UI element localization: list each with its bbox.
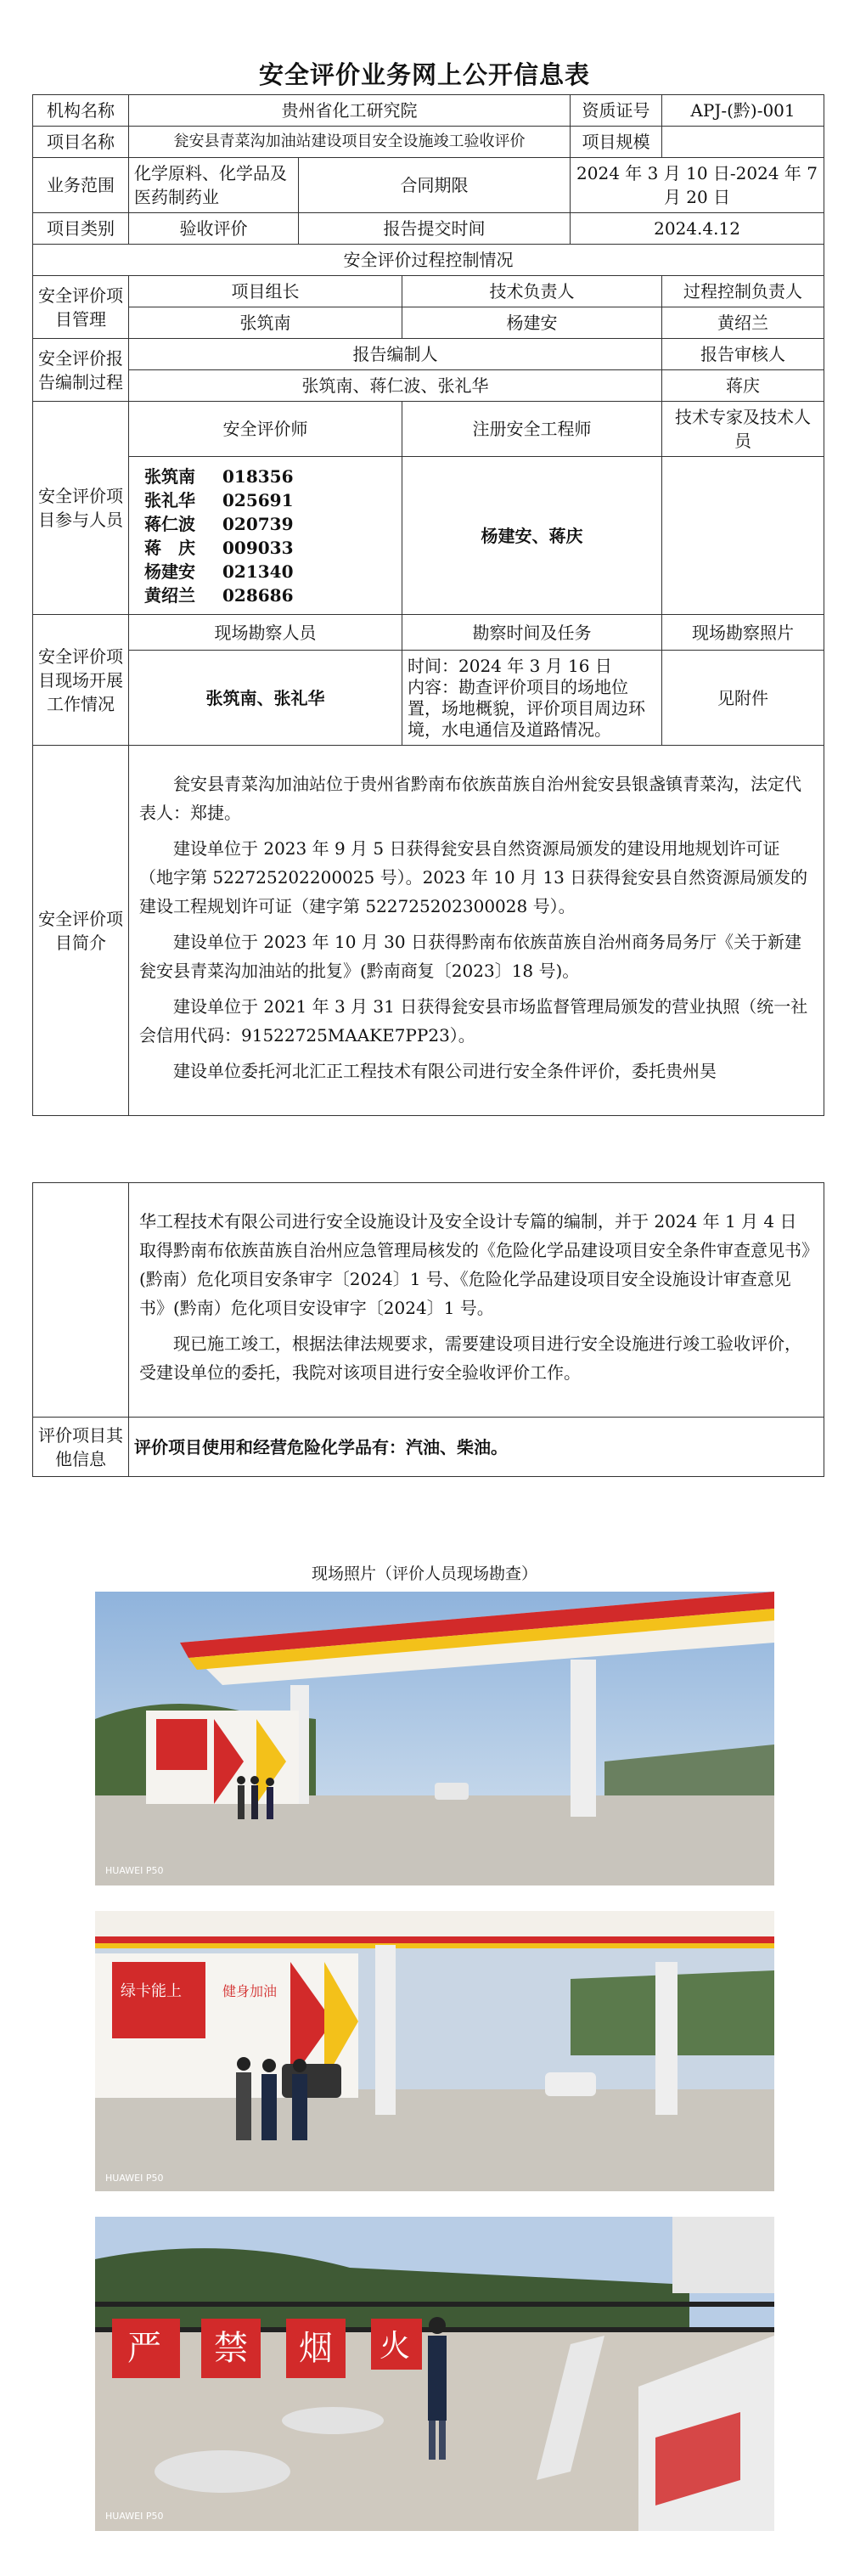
report-label: 安全评价报告编制过程	[33, 339, 129, 402]
org-label: 机构名称	[33, 95, 129, 127]
site-time: 时间：2024 年 3 月 16 日	[408, 655, 612, 676]
scope-label: 业务范围	[33, 158, 129, 213]
management-h1: 项目组长	[129, 276, 402, 307]
site-photos: 见附件	[662, 651, 824, 746]
prohibit-sign-char: 严	[127, 2329, 161, 2368]
evaluator-row: 蒋仁波 020739	[144, 513, 294, 534]
intro-paragraph: 建设单位于 2023 年 9 月 5 日获得瓮安县自然资源局颁发的建设用地规划许可证（地字第 522725202200025 号）。2023 年 10 月 13 日获得瓮安县自然资源局颁发的建设工程规划许可证（建字第 522725202300028 号）。	[139, 837, 808, 916]
site-h3: 现场勘察照片	[662, 615, 824, 651]
site-photo-2	[95, 1911, 774, 2191]
project-label: 项目名称	[33, 127, 129, 158]
station-sign-text-2: 健身加油	[222, 1983, 278, 1999]
site-photo-1	[95, 1592, 774, 1885]
experts	[662, 457, 824, 615]
site-h1: 现场勘察人员	[129, 615, 402, 651]
intro-paragraph: 建设单位于 2021 年 3 月 31 日获得瓮安县市场监督管理局颁发的营业执照（统一社会信用代码：91522725MAAKE7PP23）。	[139, 995, 808, 1046]
info-table	[32, 94, 824, 1116]
prohibit-sign-char: 禁	[214, 2329, 248, 2368]
evaluator-row: 蒋 庆 009033	[144, 537, 294, 558]
management-h3: 过程控制负责人	[662, 276, 824, 307]
site-task	[402, 651, 662, 746]
site-content: 内容：勘查评价项目的场地位置，场地概貌，评价项目周边环境，水电通信及道路情况。	[408, 676, 645, 740]
team-leader: 张筑南	[129, 307, 402, 339]
evaluator-row: 杨建安 021340	[144, 561, 294, 582]
evaluator-list	[129, 457, 402, 615]
personnel-h3: 技术专家及技术人员	[662, 402, 824, 457]
intro-paragraph: 华工程技术有限公司进行安全设施设计及安全设计专篇的编制，并于 2024 年 1 月 4 日取得黔南布依族苗族自治州应急管理局核发的《危险化学品建设项目安全条件审查意见书》(黔南）危化项目安条审字〔2024〕1 号、《危险化学品建设项目安全设施设计审查意见书》(黔南）危化项目安设审字〔2024〕1 号。	[139, 1210, 810, 1318]
evaluator-row: 黄绍兰 028686	[144, 584, 294, 606]
site-people: 张筑南、张礼华	[129, 651, 402, 746]
personnel-label: 安全评价项目参与人员	[33, 402, 129, 615]
scale-value	[662, 127, 824, 158]
process-header: 安全评价过程控制情况	[33, 245, 824, 276]
registered-engineers: 杨建安、蒋庆	[402, 457, 662, 615]
management-h2: 技术负责人	[402, 276, 662, 307]
period-value: 2024 年 3 月 10 日-2024 年 7 月 20 日	[571, 158, 824, 213]
cert-value: APJ-(黔)-001	[662, 95, 824, 127]
tech-leader: 杨建安	[402, 307, 662, 339]
report-h2: 报告审核人	[662, 339, 824, 370]
submit-value: 2024.4.12	[571, 213, 824, 245]
evaluator-row: 张礼华 025691	[144, 489, 294, 510]
prohibit-sign-char: 火	[380, 2329, 411, 2364]
org-value: 贵州省化工研究院	[129, 95, 571, 127]
site-label: 安全评价项目现场开展工作情况	[33, 615, 129, 746]
site-photo-3	[95, 2217, 774, 2531]
intro-paragraph: 瓮安县青菜沟加油站位于贵州省黔南布依族苗族自治州瓮安县银盏镇青菜沟，法定代表人：郑捷。	[139, 773, 801, 823]
report-reviewer: 蒋庆	[662, 370, 824, 402]
intro-text	[129, 746, 824, 1116]
personnel-h2: 注册安全工程师	[402, 402, 662, 457]
intro-paragraph: 建设单位于 2023 年 10 月 30 日获得黔南布依族苗族自治州商务局务厅《关于新建瓮安县青菜沟加油站的批复》(黔南商复〔2023〕18 号)。	[139, 931, 801, 981]
intro-text-cont	[129, 1183, 824, 1418]
personnel-h1: 安全评价师	[129, 402, 402, 457]
scale-label: 项目规模	[571, 127, 662, 158]
evaluator-row: 张筑南 018356	[144, 465, 294, 487]
category-value: 验收评价	[129, 213, 299, 245]
site-h2: 勘察时间及任务	[402, 615, 662, 651]
category-label: 项目类别	[33, 213, 129, 245]
management-label: 安全评价项目管理	[33, 276, 129, 339]
prohibit-sign-char: 烟	[299, 2329, 333, 2368]
report-h1: 报告编制人	[129, 339, 662, 370]
intro-label: 安全评价项目简介	[33, 746, 129, 1116]
photos-caption: 现场照片（评价人员现场勘查）	[311, 1564, 537, 1583]
photo-watermark: HUAWEI P50	[105, 2511, 164, 2522]
cert-label: 资质证号	[571, 95, 662, 127]
intro-paragraph: 建设单位委托河北汇正工程技术有限公司进行安全条件评价，委托贵州昊	[173, 1060, 717, 1081]
intro-label-cont	[33, 1183, 129, 1418]
period-label: 合同期限	[299, 158, 571, 213]
station-sign-text: 绿卡能上	[121, 1982, 182, 2000]
report-writers: 张筑南、蒋仁波、张礼华	[129, 370, 662, 402]
scope-value: 化学原料、化学品及医药制药业	[129, 158, 299, 213]
photo-watermark: HUAWEI P50	[105, 2173, 164, 2184]
other-label: 评价项目其他信息	[33, 1418, 129, 1477]
project-value: 瓮安县青菜沟加油站建设项目安全设施竣工验收评价	[129, 127, 571, 158]
intro-paragraph: 现已施工竣工，根据法律法规要求，需要建设项目进行安全设施进行竣工验收评价，受建设单位的委托，我院对该项目进行安全验收评价工作。	[139, 1333, 801, 1383]
page-title: 安全评价业务网上公开信息表	[258, 60, 590, 89]
other-value: 评价项目使用和经营危险化学品有：汽油、柴油。	[129, 1418, 824, 1477]
process-leader: 黄绍兰	[662, 307, 824, 339]
submit-label: 报告提交时间	[299, 213, 571, 245]
photo-watermark: HUAWEI P50	[105, 1865, 164, 1876]
info-table-continued	[32, 1182, 824, 1477]
